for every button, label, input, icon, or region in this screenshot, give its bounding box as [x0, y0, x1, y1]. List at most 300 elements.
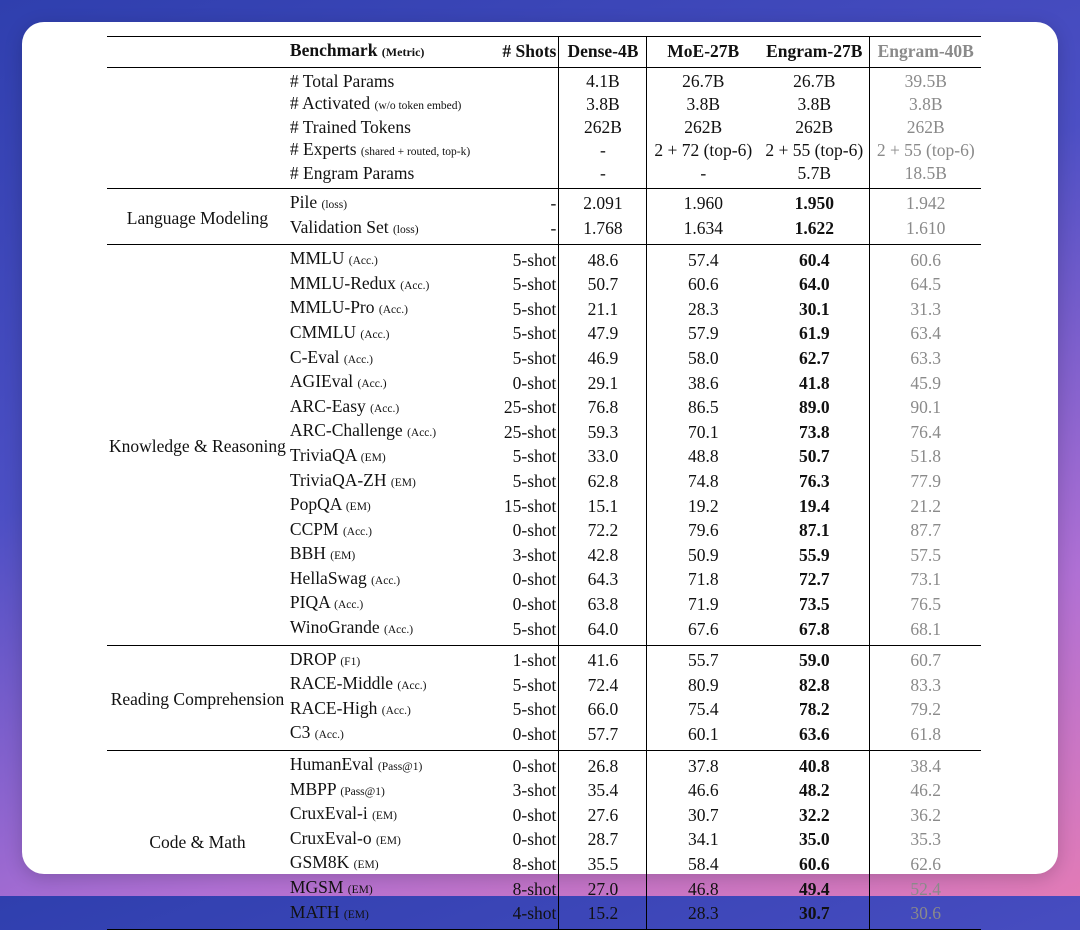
bench-arc-easy-shots: 25-shot — [503, 397, 557, 418]
bench-race-high-engram-27b: 78.2 — [798, 699, 830, 720]
bench-cruxeval-o-shots: 0-shot — [512, 829, 557, 850]
bench-mbpp-name — [288, 779, 490, 804]
bench-arc-easy-metric: (Acc.) — [370, 402, 400, 415]
bench-drop-engram-27b: 59.0 — [798, 650, 830, 671]
bench-agieval-engram-40b: 45.9 — [870, 371, 981, 396]
bench-bbh-dense-4b: 42.8 — [559, 543, 647, 568]
bench-piqa-name — [288, 592, 490, 617]
bench-ccpm-label: CCPM — [289, 518, 339, 539]
bench-race-middle-engram-40b: 83.3 — [870, 673, 981, 698]
bench-triviaqa-name — [288, 445, 490, 470]
bench-triviaqa-moe-27b: 48.8 — [647, 445, 759, 470]
param-experts-row — [107, 139, 981, 164]
param-trained-tokens-name — [288, 117, 490, 139]
param-total-params-category-blank — [107, 68, 288, 93]
bench-hellaswag-name — [288, 568, 490, 593]
bench-agieval-dense-4b: 29.1 — [559, 371, 647, 396]
param-experts-dense-4b: - — [559, 139, 647, 164]
param-trained-tokens-label: # Trained Tokens — [289, 117, 411, 138]
bench-drop-label: DROP — [289, 648, 336, 669]
bench-race-high-moe-27b: 75.4 — [647, 698, 759, 723]
bench-agieval-label: AGIEval — [289, 371, 354, 392]
bench-race-middle-engram-27b: 82.8 — [798, 674, 830, 695]
bench-pile-metric: (loss) — [321, 198, 348, 211]
bench-gsm8k-name — [288, 852, 490, 877]
bench-bbh-engram-27b: 55.9 — [798, 544, 830, 565]
bench-c-eval-moe-27b: 58.0 — [647, 347, 759, 372]
bench-bbh-label: BBH — [289, 543, 326, 564]
bench-mgsm-dense-4b: 27.0 — [559, 877, 647, 902]
bench-bbh-metric: (EM) — [330, 550, 356, 563]
bench-pile-name — [288, 188, 490, 216]
bench-winogrande-shots: 5-shot — [512, 618, 557, 639]
bench-c-eval-label: C-Eval — [289, 346, 340, 367]
bench-mgsm-moe-27b: 46.8 — [647, 877, 759, 902]
bench-cmmlu-label: CMMLU — [289, 321, 357, 342]
bench-gsm8k-dense-4b: 35.5 — [559, 852, 647, 877]
bench-triviaqa-zh-name — [288, 470, 490, 495]
bench-c3-moe-27b: 60.1 — [647, 722, 759, 750]
param-activated-engram-27b: 3.8B — [797, 94, 832, 115]
bench-validation-set-name — [288, 217, 490, 245]
bench-mbpp-label: MBPP — [289, 778, 336, 799]
bench-c3-dense-4b: 57.7 — [559, 722, 647, 750]
bench-mmlu-metric: (Acc.) — [348, 255, 378, 268]
bench-math-name — [288, 902, 490, 930]
bench-cruxeval-o-moe-27b: 34.1 — [647, 828, 759, 853]
param-total-params-dense-4b: 4.1B — [559, 68, 647, 93]
bench-triviaqa-zh-engram-40b: 77.9 — [870, 470, 981, 495]
bench-math-moe-27b: 28.3 — [647, 902, 759, 930]
bench-popqa-engram-27b: 19.4 — [798, 495, 830, 516]
param-total-params-engram-40b: 39.5B — [870, 68, 981, 93]
bench-mmlu-pro-metric: (Acc.) — [378, 304, 408, 317]
bench-mgsm-name — [288, 877, 490, 902]
bench-popqa-shots: 15-shot — [503, 495, 557, 516]
bench-popqa-dense-4b: 15.1 — [559, 494, 647, 519]
bench-validation-set-dense-4b: 1.768 — [559, 217, 647, 245]
param-experts-engram-40b: 2 + 55 (top-6) — [870, 139, 981, 164]
bench-piqa-label: PIQA — [289, 592, 330, 613]
bench-pile-engram-27b: 1.950 — [794, 193, 834, 214]
bench-humaneval-engram-27b: 40.8 — [798, 755, 830, 776]
bench-popqa-moe-27b: 19.2 — [647, 494, 759, 519]
bench-pile-engram-40b: 1.942 — [870, 188, 981, 216]
bench-arc-easy-engram-40b: 90.1 — [870, 396, 981, 421]
bench-cruxeval-o-engram-27b: 35.0 — [798, 829, 830, 850]
bench-mmlu-pro-shots: 5-shot — [512, 298, 557, 319]
header-benchmark — [288, 37, 490, 68]
bench-gsm8k-shots: 8-shot — [512, 853, 557, 874]
bench-mmlu-engram-40b: 60.6 — [870, 245, 981, 273]
bench-c-eval-metric: (Acc.) — [343, 353, 373, 366]
header-category-blank — [107, 37, 288, 68]
bench-validation-set-metric: (loss) — [392, 223, 419, 236]
bench-gsm8k-engram-40b: 62.6 — [870, 852, 981, 877]
bench-mmlu-name — [288, 245, 490, 273]
bench-c3-label: C3 — [289, 722, 311, 743]
benchmark-table — [107, 36, 981, 930]
param-engram-params-engram-27b: 5.7B — [797, 163, 832, 184]
bench-mmlu-redux-engram-40b: 64.5 — [870, 273, 981, 298]
bench-drop-engram-40b: 60.7 — [870, 645, 981, 673]
param-trained-tokens-dense-4b: 262B — [559, 117, 647, 139]
bench-mmlu-redux-shots: 5-shot — [512, 274, 557, 295]
bench-mmlu-redux-dense-4b: 50.7 — [559, 273, 647, 298]
category-reading-comprehension: Reading Comprehension — [110, 689, 285, 710]
param-activated-dense-4b: 3.8B — [559, 93, 647, 118]
bench-drop-moe-27b: 55.7 — [647, 645, 759, 673]
header-metric-label: (Metric) — [381, 45, 425, 60]
bench-mmlu-pro-engram-27b: 30.1 — [798, 298, 830, 319]
bench-agieval-engram-27b: 41.8 — [798, 372, 830, 393]
param-engram-params-shots-blank — [490, 163, 559, 188]
bench-arc-challenge-shots: 25-shot — [503, 421, 557, 442]
bench-arc-challenge-moe-27b: 70.1 — [647, 420, 759, 445]
bench-mmlu-dense-4b: 48.6 — [559, 245, 647, 273]
bench-triviaqa-label: TriviaQA — [289, 444, 357, 465]
bench-mgsm-shots: 8-shot — [512, 878, 557, 899]
bench-arc-challenge-label: ARC-Challenge — [289, 420, 403, 441]
bench-validation-set-moe-27b: 1.634 — [647, 217, 759, 245]
bench-bbh-shots: 3-shot — [512, 544, 557, 565]
param-activated-shots-blank — [490, 93, 559, 118]
bench-humaneval-row — [107, 751, 981, 779]
bench-hellaswag-dense-4b: 64.3 — [559, 568, 647, 593]
knowledge-reasoning-group — [107, 245, 981, 646]
bench-gsm8k-label: GSM8K — [289, 852, 350, 873]
bench-cmmlu-shots: 5-shot — [512, 323, 557, 344]
bench-c-eval-engram-27b: 62.7 — [798, 348, 830, 369]
bench-mmlu-label: MMLU — [289, 248, 345, 269]
bench-c3-shots: 0-shot — [512, 723, 557, 744]
bench-arc-easy-name — [288, 396, 490, 421]
bench-race-middle-shots: 5-shot — [512, 674, 557, 695]
bench-hellaswag-label: HellaSwag — [289, 567, 367, 588]
bench-piqa-metric: (Acc.) — [334, 599, 364, 612]
bench-validation-set-engram-27b: 1.622 — [794, 218, 834, 239]
param-experts-engram-27b: 2 + 55 (top-6) — [765, 140, 864, 161]
bench-ccpm-moe-27b: 79.6 — [647, 519, 759, 544]
bench-race-middle-label: RACE-Middle — [289, 673, 393, 694]
bench-mgsm-engram-27b: 49.4 — [798, 878, 830, 899]
param-experts-category-blank — [107, 139, 288, 164]
header-benchmark-label: Benchmark — [289, 40, 378, 61]
bench-race-high-engram-40b: 79.2 — [870, 698, 981, 723]
bench-cruxeval-i-engram-40b: 36.2 — [870, 803, 981, 828]
bench-pile-label: Pile — [289, 191, 318, 212]
param-engram-params-label: # Engram Params — [289, 163, 415, 184]
bench-race-high-metric: (Acc.) — [381, 704, 411, 717]
bench-mbpp-engram-40b: 46.2 — [870, 779, 981, 804]
bench-hellaswag-engram-40b: 73.1 — [870, 568, 981, 593]
bench-hellaswag-shots: 0-shot — [512, 569, 557, 590]
bench-triviaqa-metric: (EM) — [360, 451, 386, 464]
bench-triviaqa-zh-metric: (EM) — [390, 476, 416, 489]
bench-race-high-label: RACE-High — [289, 697, 378, 718]
bench-arc-easy-label: ARC-Easy — [289, 395, 366, 416]
header-dense-4b: Dense-4B — [559, 37, 647, 68]
bench-popqa-name — [288, 494, 490, 519]
param-activated-row — [107, 93, 981, 118]
bench-gsm8k-moe-27b: 58.4 — [647, 852, 759, 877]
param-activated-name — [288, 93, 490, 118]
bench-c-eval-name — [288, 347, 490, 372]
bench-ccpm-metric: (Acc.) — [342, 525, 372, 538]
bench-validation-set-label: Validation Set — [289, 216, 389, 237]
param-trained-tokens-engram-40b: 262B — [870, 117, 981, 139]
param-engram-params-category-blank — [107, 163, 288, 188]
param-activated-label: # Activated — [289, 92, 371, 113]
bench-cruxeval-o-metric: (EM) — [375, 834, 401, 847]
bench-math-dense-4b: 15.2 — [559, 902, 647, 930]
bench-cruxeval-i-moe-27b: 30.7 — [647, 803, 759, 828]
bench-cruxeval-i-metric: (EM) — [372, 810, 397, 823]
bench-triviaqa-dense-4b: 33.0 — [559, 445, 647, 470]
bench-race-high-shots: 5-shot — [512, 699, 557, 720]
param-trained-tokens-engram-27b: 262B — [795, 117, 834, 138]
bench-cruxeval-i-label: CruxEval-i — [289, 803, 368, 824]
param-engram-params-dense-4b: - — [559, 163, 647, 188]
bench-piqa-engram-40b: 76.5 — [870, 592, 981, 617]
bench-cmmlu-engram-40b: 63.4 — [870, 322, 981, 347]
paper-card — [22, 22, 1058, 924]
bench-gsm8k-metric: (EM) — [353, 859, 379, 872]
bench-mbpp-metric: (Pass@1) — [340, 785, 385, 798]
bench-ccpm-engram-40b: 87.7 — [870, 519, 981, 544]
bench-ccpm-shots: 0-shot — [512, 520, 557, 541]
bench-piqa-shots: 0-shot — [512, 593, 557, 614]
bench-winogrande-moe-27b: 67.6 — [647, 617, 759, 645]
bench-race-high-dense-4b: 66.0 — [559, 698, 647, 723]
param-activated-engram-40b: 3.8B — [870, 93, 981, 118]
category-knowledge-reasoning: Knowledge & Reasoning — [109, 436, 286, 457]
bench-mgsm-label: MGSM — [289, 877, 344, 897]
param-experts-shots-blank — [490, 139, 559, 164]
bench-mbpp-engram-27b: 48.2 — [798, 780, 830, 801]
bench-arc-challenge-engram-40b: 76.4 — [870, 420, 981, 445]
bench-winogrande-engram-27b: 67.8 — [798, 618, 830, 639]
param-engram-params-row — [107, 163, 981, 188]
header-engram-40b: Engram-40B — [870, 37, 981, 68]
header-moe-27b: MoE-27B — [647, 37, 759, 68]
bench-math-engram-27b: 30.7 — [798, 903, 830, 924]
param-activated-moe-27b: 3.8B — [647, 93, 759, 118]
bench-mmlu-redux-metric: (Acc.) — [400, 279, 430, 292]
bench-arc-challenge-engram-27b: 73.8 — [798, 421, 830, 442]
bench-mgsm-metric: (EM) — [347, 884, 373, 896]
bench-humaneval-name — [288, 751, 490, 779]
bench-mmlu-pro-engram-40b: 31.3 — [870, 297, 981, 322]
bench-ccpm-engram-27b: 87.1 — [798, 520, 830, 541]
params-group — [107, 68, 981, 189]
bench-mmlu-row — [107, 245, 981, 273]
param-experts-label: # Experts — [289, 138, 357, 159]
bench-drop-row — [107, 645, 981, 673]
bench-humaneval-engram-40b: 38.4 — [870, 751, 981, 779]
param-total-params-name — [288, 68, 490, 93]
bench-agieval-metric: (Acc.) — [357, 378, 387, 391]
bench-c3-metric: (Acc.) — [314, 729, 344, 742]
bench-cruxeval-i-engram-27b: 32.2 — [798, 804, 830, 825]
bench-c-eval-shots: 5-shot — [512, 348, 557, 369]
bench-gsm8k-engram-27b: 60.6 — [798, 853, 830, 874]
param-trained-tokens-row — [107, 117, 981, 139]
bench-triviaqa-zh-moe-27b: 74.8 — [647, 470, 759, 495]
bench-humaneval-moe-27b: 37.8 — [647, 751, 759, 779]
bench-arc-easy-dense-4b: 76.8 — [559, 396, 647, 421]
bench-triviaqa-zh-shots: 5-shot — [512, 471, 557, 491]
bench-popqa-engram-40b: 21.2 — [870, 494, 981, 519]
bench-drop-name — [288, 645, 490, 673]
bench-mmlu-pro-moe-27b: 28.3 — [647, 297, 759, 322]
param-total-params-engram-27b: 26.7B — [793, 71, 836, 91]
bench-winogrande-dense-4b: 64.0 — [559, 617, 647, 645]
bench-hellaswag-metric: (Acc.) — [371, 574, 401, 587]
bench-agieval-moe-27b: 38.6 — [647, 371, 759, 396]
bench-arc-challenge-dense-4b: 59.3 — [559, 420, 647, 445]
bench-cmmlu-name — [288, 322, 490, 347]
bench-triviaqa-zh-engram-27b: 76.3 — [798, 471, 830, 491]
bench-hellaswag-moe-27b: 71.8 — [647, 568, 759, 593]
bench-agieval-name — [288, 371, 490, 396]
bench-mmlu-pro-label: MMLU-Pro — [289, 297, 375, 318]
bench-arc-challenge-name — [288, 420, 490, 445]
bench-c-eval-dense-4b: 46.9 — [559, 347, 647, 372]
header-row — [107, 37, 981, 68]
bench-race-high-name — [288, 698, 490, 723]
bench-pile-dense-4b: 2.091 — [559, 188, 647, 216]
bench-humaneval-label: HumanEval — [289, 754, 374, 775]
bench-cmmlu-moe-27b: 57.9 — [647, 322, 759, 347]
bench-winogrande-engram-40b: 68.1 — [870, 617, 981, 645]
param-experts-metric: (shared + routed, top-k) — [360, 145, 471, 158]
bench-winogrande-label: WinoGrande — [289, 617, 380, 638]
param-total-params-label: # Total Params — [289, 71, 395, 91]
bench-race-middle-name — [288, 673, 490, 698]
bench-humaneval-metric: (Pass@1) — [377, 761, 423, 774]
param-experts-moe-27b: 2 + 72 (top-6) — [647, 139, 759, 164]
bench-mmlu-shots: 5-shot — [512, 249, 557, 270]
bench-cruxeval-o-engram-40b: 35.3 — [870, 828, 981, 853]
bench-math-shots: 4-shot — [512, 903, 557, 924]
bench-math-label: MATH — [289, 901, 340, 922]
bench-mmlu-moe-27b: 57.4 — [647, 245, 759, 273]
header-shots: # Shots — [490, 37, 559, 68]
bench-mbpp-shots: 3-shot — [512, 780, 557, 801]
bench-cruxeval-i-name — [288, 803, 490, 828]
param-engram-params-engram-40b: 18.5B — [870, 163, 981, 188]
bench-popqa-label: PopQA — [289, 494, 342, 515]
category-code-math: Code & Math — [149, 831, 246, 852]
param-engram-params-name — [288, 163, 490, 188]
bench-mmlu-redux-moe-27b: 60.6 — [647, 273, 759, 298]
bench-triviaqa-zh-dense-4b: 62.8 — [559, 470, 647, 495]
bench-validation-set-engram-40b: 1.610 — [870, 217, 981, 245]
bench-mbpp-moe-27b: 46.6 — [647, 779, 759, 804]
reading-comprehension-group — [107, 645, 981, 750]
bench-arc-easy-engram-27b: 89.0 — [798, 397, 830, 418]
bench-agieval-shots: 0-shot — [512, 372, 557, 393]
param-trained-tokens-shots-blank — [490, 117, 559, 139]
bench-humaneval-shots: 0-shot — [512, 755, 557, 776]
bench-math-metric: (EM) — [343, 908, 369, 921]
category-language-modeling: Language Modeling — [126, 208, 269, 229]
bench-cruxeval-o-name — [288, 828, 490, 853]
bench-bbh-moe-27b: 50.9 — [647, 543, 759, 568]
bench-cmmlu-dense-4b: 47.9 — [559, 322, 647, 347]
bench-c3-engram-27b: 63.6 — [798, 723, 830, 744]
bench-mmlu-redux-name — [288, 273, 490, 298]
bench-math-engram-40b: 30.6 — [870, 902, 981, 930]
bench-drop-shots: 1-shot — [512, 650, 557, 671]
param-trained-tokens-category-blank — [107, 117, 288, 139]
bench-ccpm-dense-4b: 72.2 — [559, 519, 647, 544]
bench-mmlu-engram-27b: 60.4 — [798, 249, 830, 270]
bench-c3-engram-40b: 61.8 — [870, 722, 981, 750]
bench-piqa-dense-4b: 63.8 — [559, 592, 647, 617]
bench-pile-moe-27b: 1.960 — [647, 188, 759, 216]
bench-mmlu-pro-name — [288, 297, 490, 322]
bench-cmmlu-engram-27b: 61.9 — [798, 323, 830, 344]
bench-ccpm-name — [288, 519, 490, 544]
param-total-params-row — [107, 68, 981, 93]
bench-triviaqa-zh-label: TriviaQA-ZH — [289, 469, 387, 490]
bench-pile-shots: - — [550, 193, 557, 214]
bench-winogrande-metric: (Acc.) — [383, 624, 414, 637]
bench-race-middle-dense-4b: 72.4 — [559, 673, 647, 698]
bench-piqa-moe-27b: 71.9 — [647, 592, 759, 617]
bench-bbh-name — [288, 543, 490, 568]
bench-cruxeval-o-dense-4b: 28.7 — [559, 828, 647, 853]
bench-winogrande-name — [288, 617, 490, 645]
bench-c-eval-engram-40b: 63.3 — [870, 347, 981, 372]
bench-pile-row — [107, 188, 981, 216]
header-engram-27b: Engram-27B — [759, 37, 870, 68]
param-total-params-moe-27b: 26.7B — [647, 68, 759, 93]
param-engram-params-moe-27b: - — [647, 163, 759, 188]
param-activated-metric: (w/o token embed) — [374, 99, 462, 112]
bench-drop-metric: (F1) — [340, 655, 361, 668]
bench-race-middle-metric: (Acc.) — [397, 680, 427, 693]
bench-arc-easy-moe-27b: 86.5 — [647, 396, 759, 421]
bench-piqa-engram-27b: 73.5 — [798, 593, 830, 614]
bench-triviaqa-engram-40b: 51.8 — [870, 445, 981, 470]
bench-cmmlu-metric: (Acc.) — [360, 328, 390, 341]
bench-mmlu-redux-engram-27b: 64.0 — [798, 274, 830, 295]
bench-c3-name — [288, 722, 490, 750]
bench-mmlu-pro-dense-4b: 21.1 — [559, 297, 647, 322]
bench-popqa-metric: (EM) — [345, 501, 371, 514]
param-activated-category-blank — [107, 93, 288, 118]
bench-validation-set-shots: - — [550, 218, 557, 239]
bench-cruxeval-o-label: CruxEval-o — [289, 827, 372, 848]
bench-arc-challenge-metric: (Acc.) — [407, 427, 437, 440]
param-trained-tokens-moe-27b: 262B — [647, 117, 759, 139]
param-total-params-shots-blank — [490, 68, 559, 93]
bench-cruxeval-i-shots: 0-shot — [512, 804, 557, 825]
bench-mgsm-engram-40b: 52.4 — [870, 877, 981, 902]
bench-hellaswag-engram-27b: 72.7 — [798, 569, 830, 590]
bench-bbh-engram-40b: 57.5 — [870, 543, 981, 568]
param-experts-name — [288, 139, 490, 164]
bench-triviaqa-engram-27b: 50.7 — [798, 446, 830, 467]
code-math-group — [107, 751, 981, 930]
language-modeling-group — [107, 188, 981, 244]
bench-cruxeval-i-dense-4b: 27.6 — [559, 803, 647, 828]
bench-race-middle-moe-27b: 80.9 — [647, 673, 759, 698]
bench-mmlu-redux-label: MMLU-Redux — [289, 272, 396, 293]
